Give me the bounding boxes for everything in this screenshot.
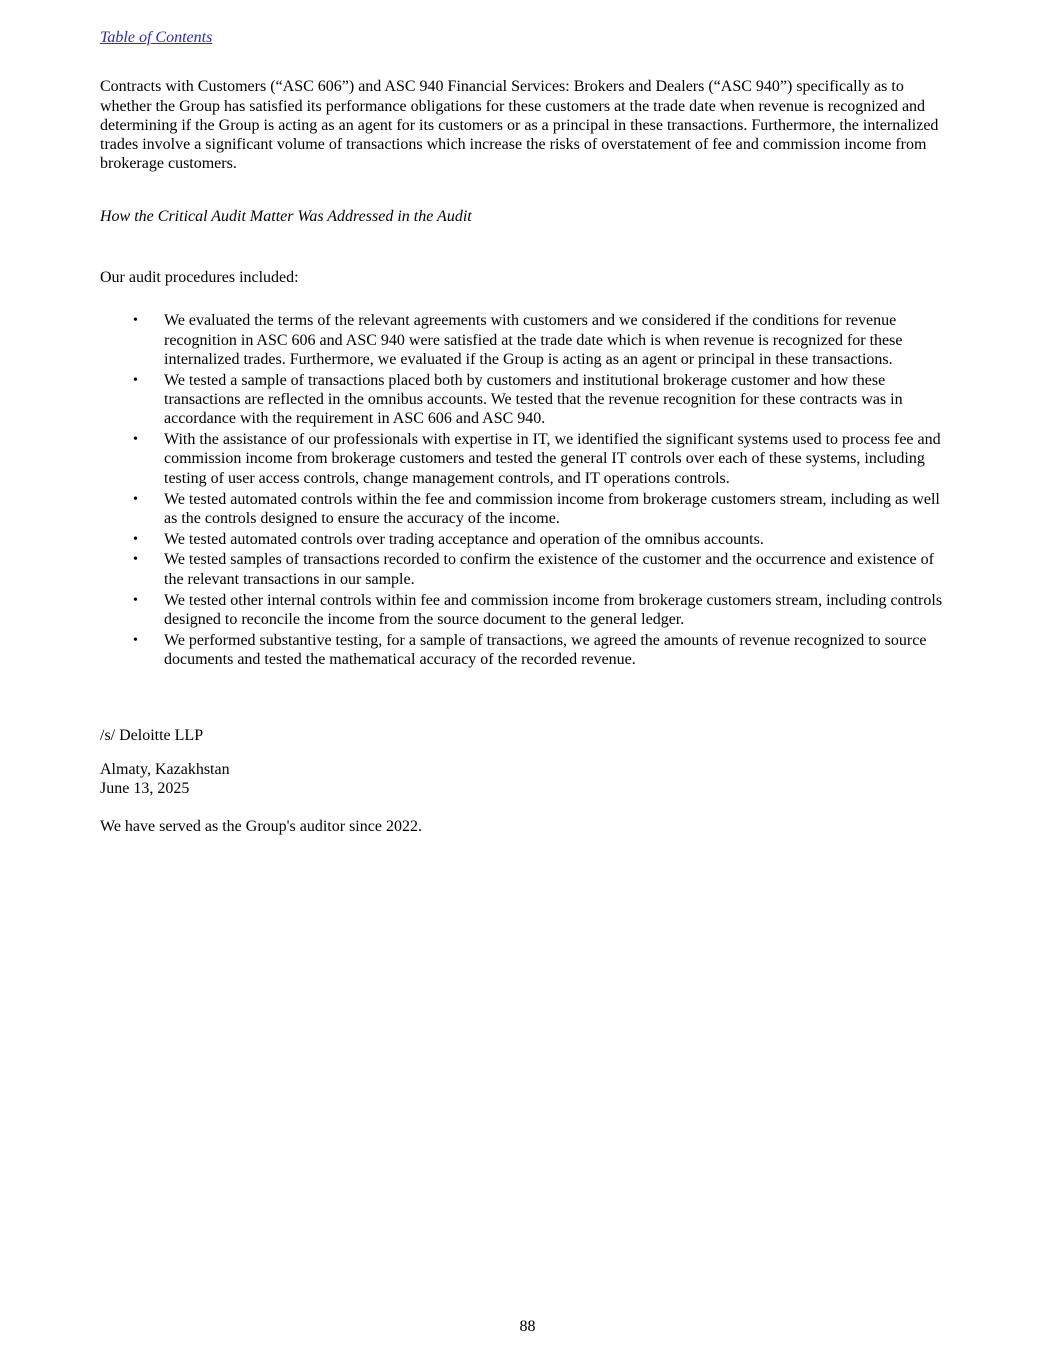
audit-procedures-intro: Our audit procedures included: [100, 269, 299, 287]
auditor-location: Almaty, Kazakhstan [100, 760, 230, 778]
auditor-signature: /s/ Deloitte LLP [100, 727, 204, 745]
bullet-item-it-assistance: • With the assistance of our professionals with expertise in IT, we identified the significant systems used to process fee and commission income from brokerage customers and tested the general IT controls over each of these systems, including testing of user access controls, change management controls, and IT operations controls. [133, 430, 955, 488]
paragraph-contracts-with-customers: Contracts with Customers (“ASC 606”) and ASC 940 Financial Services: Brokers and Dealers (“ASC 940”) specifically as to whether the Group has satisfied its performance obligations for these customers at the trade date when revenue is recognized and determining if the Group is acting as an agent for its customers or as a principal in these transactions. Furthermore, the internalized trades involve a significant volume of transactions which increase the risks of overstatement of fee and commission income from brokerage customers. [100, 78, 939, 173]
page-number: 88 [519, 1318, 536, 1335]
auditor-tenure-statement: We have served as the Group's auditor since 2022. [100, 818, 422, 836]
bullet-item-evaluated-terms: • We evaluated the terms of the relevant agreements with customers and we considered if the conditions for revenue recognition in ASC 606 and ASC 940 were satisfied at the trade date which is when revenue is recognized for these internalized trades. Furthermore, we evaluated if the Group is acting as an agent or principal in these transactions. [133, 311, 955, 369]
bullet-item-samples-existence: • We tested samples of transactions recorded to confirm the existence of the customer and the occurrence and existence of the relevant transactions in our sample. [133, 550, 955, 589]
section-heading-critical-audit-matter: How the Critical Audit Matter Was Addressed in the Audit [100, 207, 472, 225]
table-of-contents-link[interactable]: Table of Contents [100, 29, 213, 46]
audit-procedures-list [133, 311, 955, 669]
bullet-item-automated-controls-fee: • We tested automated controls within the fee and commission income from brokerage customers stream, including as well as the controls designed to ensure the accuracy of the income. [133, 490, 955, 529]
bullet-item-automated-controls-trading: • We tested automated controls over trading acceptance and operation of the omnibus accounts. [133, 530, 955, 549]
bullet-item-tested-sample: • We tested a sample of transactions placed both by customers and institutional brokerage customer and how these transactions are reflected in the omnibus accounts. We tested that the revenue recognition for these contracts was in accordance with the requirement in ASC 606 and ASC 940. [133, 371, 955, 429]
bullet-item-other-internal-controls: • We tested other internal controls within fee and commission income from brokerage customers stream, including controls designed to reconcile the income from the source document to the general ledger. [133, 591, 955, 630]
bullet-item-substantive-testing: • We performed substantive testing, for a sample of transactions, we agreed the amounts of revenue recognized to source documents and tested the mathematical accuracy of the recorded revenue. [133, 631, 955, 670]
report-date: June 13, 2025 [100, 779, 190, 797]
